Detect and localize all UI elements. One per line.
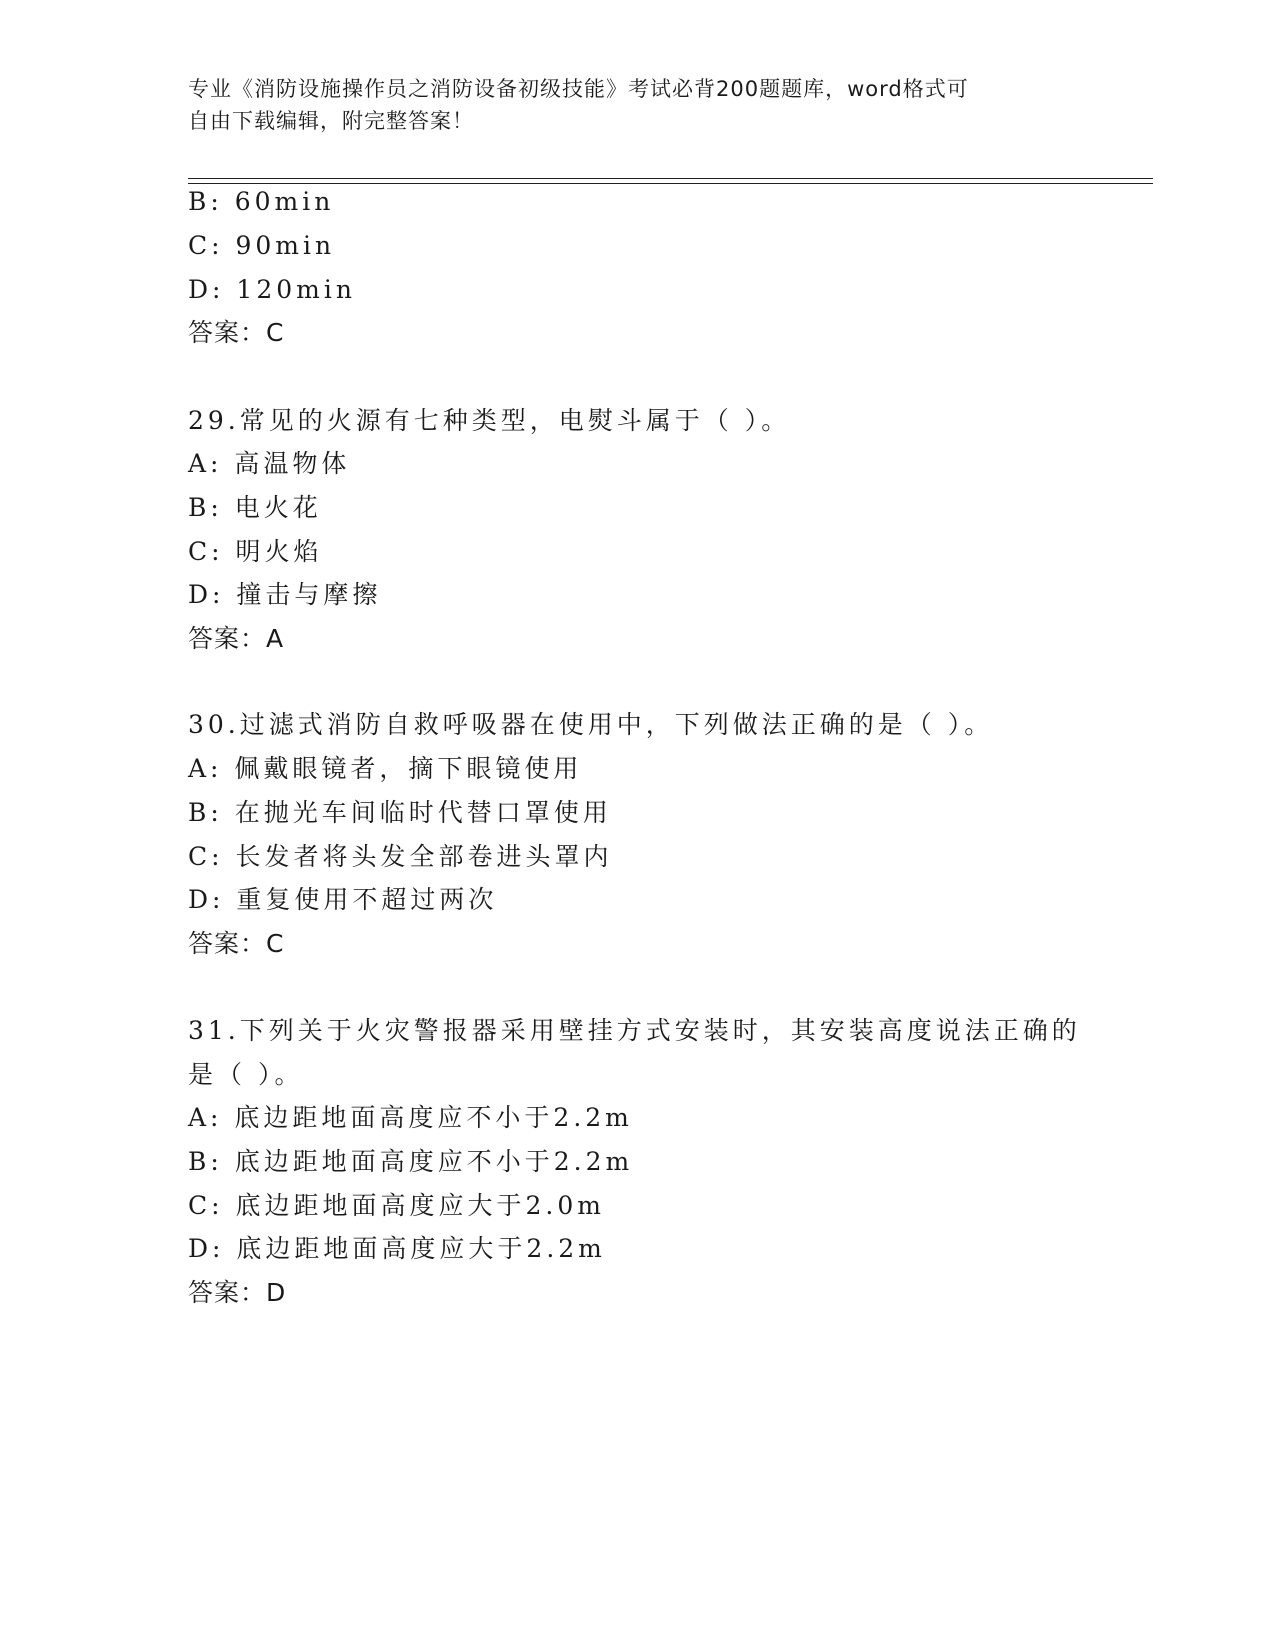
question-31-text-line1: 31.下列关于火灾警报器采用壁挂方式安装时，其安装高度说法正确的: [188, 1016, 1081, 1045]
option-a: A: 底边距地面高度应不小于2.2m: [188, 1103, 633, 1132]
option-a: A: 佩戴眼镜者，摘下眼镜使用: [188, 754, 583, 783]
option-b: B: 60min: [188, 187, 335, 216]
header-divider: [188, 178, 1153, 184]
option-b: B: 电火花: [188, 493, 322, 522]
option-c: C: 底边距地面高度应大于2.0m: [188, 1191, 605, 1220]
option-d: D: 底边距地面高度应大于2.2m: [188, 1234, 606, 1263]
option-c: C: 明火焰: [188, 537, 323, 566]
header-title-line2: 自由下载编辑，附完整答案！: [188, 109, 474, 133]
option-a: A: 高温物体: [188, 449, 351, 478]
answer-line: 答案：D: [188, 1278, 287, 1307]
option-b: B: 在抛光车间临时代替口罩使用: [188, 798, 612, 827]
document-header: [188, 73, 1088, 137]
header-title-line1: 专业《消防设施操作员之消防设备初级技能》考试必背200题题库，word格式可: [188, 77, 969, 101]
option-c: C: 90min: [188, 231, 336, 260]
answer-line: 答案：C: [188, 318, 285, 347]
option-b: B: 底边距地面高度应不小于2.2m: [188, 1147, 634, 1176]
option-c: C: 长发者将头发全部卷进头罩内: [188, 842, 613, 871]
question-30-text: 30.过滤式消防自救呼吸器在使用中，下列做法正确的是（ ）。: [188, 710, 994, 739]
answer-line: 答案：C: [188, 929, 285, 958]
option-d: D: 120min: [188, 275, 356, 304]
answer-line: 答案：A: [188, 624, 285, 653]
question-29-text: 29.常见的火源有七种类型，电熨斗属于（ ）。: [188, 406, 791, 435]
question-31-text-line2: 是（ ）。: [188, 1060, 304, 1089]
option-d: D: 撞击与摩擦: [188, 580, 382, 609]
option-d: D: 重复使用不超过两次: [188, 885, 498, 914]
